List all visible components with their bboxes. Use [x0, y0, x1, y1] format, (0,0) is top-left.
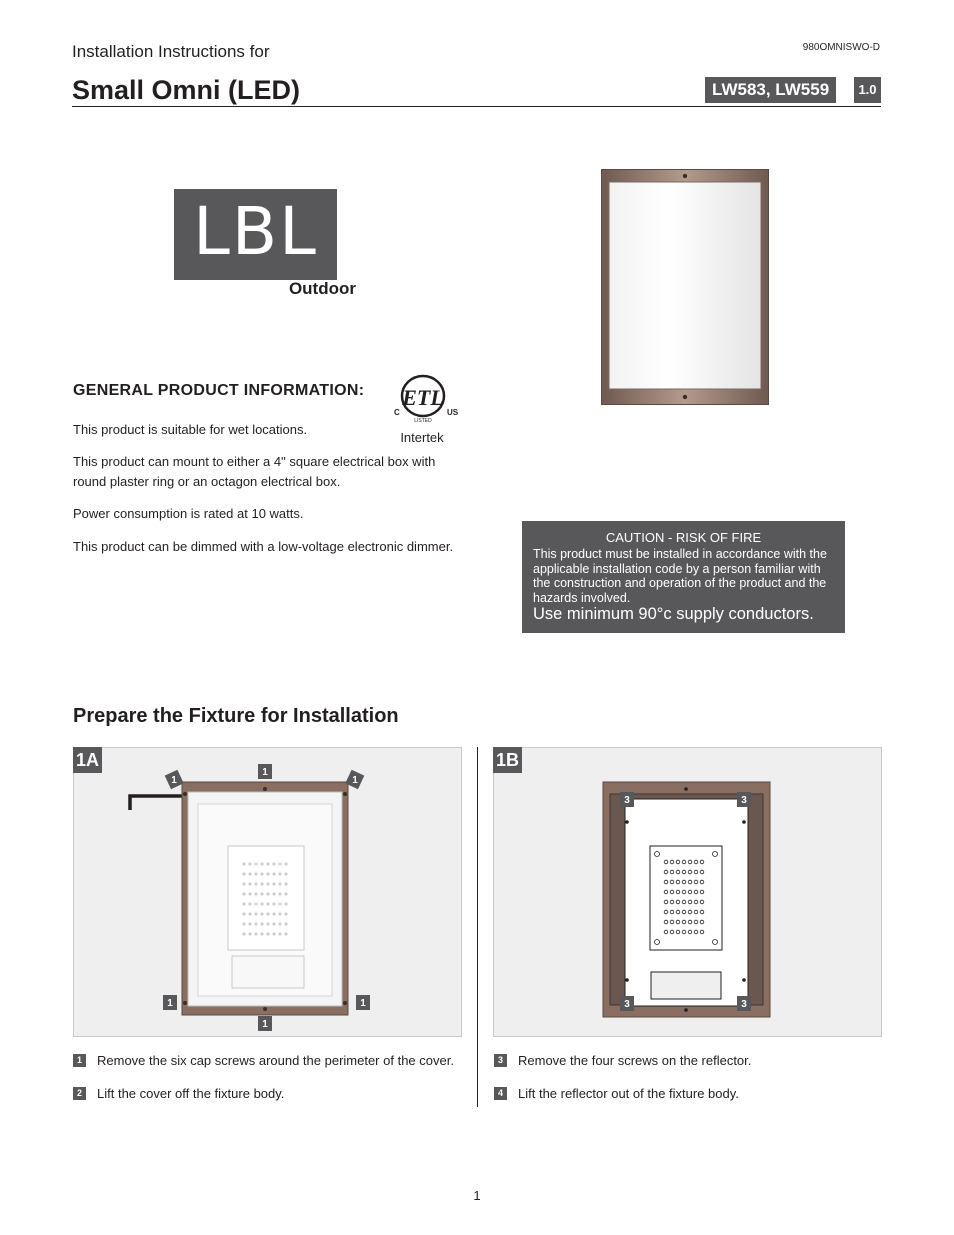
- lbl-logo-text: LBL: [193, 193, 318, 270]
- panel-label-1a: 1A: [73, 747, 102, 773]
- diagram-panel-1a: [73, 747, 462, 1037]
- callout-3: 3: [741, 999, 747, 1010]
- callout-1: 1: [360, 998, 366, 1009]
- callout-3: 3: [741, 795, 747, 806]
- step-text: Remove the six cap screws around the perimeter of the cover.: [97, 1053, 454, 1068]
- step-number: 1: [73, 1054, 86, 1067]
- subtitle: Installation Instructions for: [72, 42, 270, 61]
- column-divider: [477, 747, 478, 1107]
- intertek-label: Intertek: [400, 430, 444, 445]
- model-numbers-badge: LW583, LW559: [705, 77, 836, 103]
- version-badge: 1.0: [854, 77, 881, 103]
- page-title: Small Omni (LED): [72, 75, 301, 105]
- callout-1: 1: [262, 767, 268, 778]
- section-heading: Prepare the Fixture for Installation: [73, 705, 399, 727]
- page-number: 1: [473, 1188, 481, 1203]
- step-text: Remove the four screws on the reflector.: [518, 1053, 752, 1068]
- reflector-diagram: [494, 748, 881, 1036]
- svg-text:ETL: ETL: [402, 385, 444, 410]
- callout-1: 1: [171, 775, 177, 786]
- caution-box: [522, 521, 845, 633]
- step-number: 2: [73, 1087, 86, 1100]
- step-number: 4: [494, 1087, 507, 1100]
- document-code: 980OMNISWO-D: [802, 42, 880, 53]
- panel-label-1b: 1B: [493, 747, 522, 773]
- diagram-panel-1b: [493, 747, 882, 1037]
- callout-3: 3: [624, 999, 630, 1010]
- lbl-logo-subtitle: Outdoor: [288, 279, 356, 298]
- fixture-cover-diagram: [74, 748, 461, 1036]
- etl-us-label: US: [447, 408, 459, 417]
- etl-listed-label: LISTED: [414, 418, 432, 424]
- etl-c-label: C: [394, 408, 400, 417]
- general-info-heading: GENERAL PRODUCT INFORMATION:: [73, 382, 365, 399]
- info-paragraph: This product is suitable for wet locations.: [73, 422, 308, 437]
- callout-1: 1: [167, 998, 173, 1009]
- caution-emphasis: Use minimum 90°c supply conductors.: [533, 605, 814, 623]
- info-paragraph: This product can mount to either a 4" square electrical box with round plaster ring or an octagon electrical box.: [73, 454, 436, 489]
- callout-1: 1: [262, 1019, 268, 1030]
- caution-body: This product must be installed in accordance with the applicable installation code by a person familiar with the construction and operation of the product and the hazards involved.: [533, 547, 827, 605]
- callout-3: 3: [624, 795, 630, 806]
- step-text: Lift the cover off the fixture body.: [97, 1086, 285, 1101]
- callout-1: 1: [352, 775, 358, 786]
- caution-title: CAUTION - RISK OF FIRE: [605, 530, 762, 545]
- step-text: Lift the reflector out of the fixture body.: [518, 1086, 739, 1101]
- info-paragraph: Power consumption is rated at 10 watts.: [73, 506, 304, 521]
- fixture-product-image: [601, 169, 770, 406]
- title-rule: [72, 106, 881, 107]
- info-paragraph: This product can be dimmed with a low-voltage electronic dimmer.: [73, 539, 454, 554]
- step-number: 3: [494, 1054, 507, 1067]
